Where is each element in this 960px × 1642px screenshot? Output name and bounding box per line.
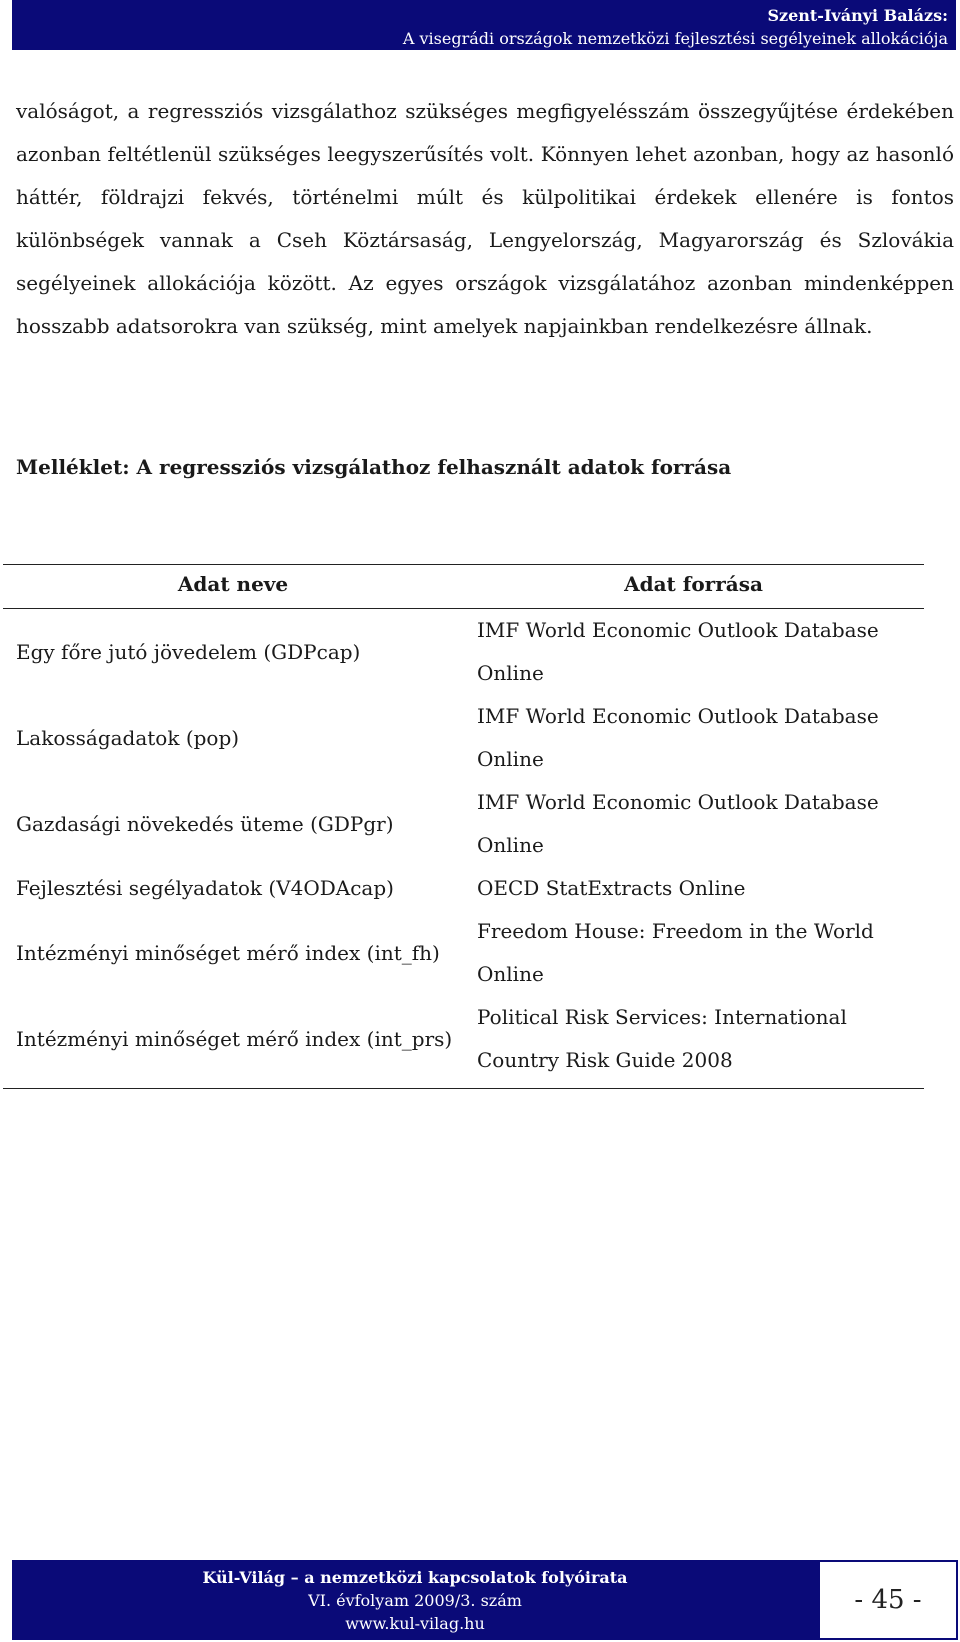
appendix-title: Melléklet: A regressziós vizsgálathoz felhasznált adatok forrása (16, 455, 732, 479)
data-name-cell: Lakosságadatok (pop) (16, 725, 240, 750)
source-line: Online (477, 833, 544, 857)
table-row (3, 695, 924, 781)
data-source-cell (463, 996, 924, 1089)
table-header-row (3, 565, 924, 609)
table-body (3, 609, 924, 1089)
source-line: Online (477, 962, 544, 986)
source-line: Freedom House: Freedom in the World (477, 919, 874, 943)
footer-journal-name: Kül-Világ – a nemzetközi kapcsolatok folyóirata (202, 1568, 628, 1587)
source-line: OECD StatExtracts Online (477, 876, 746, 900)
data-name-cell: Fejlesztési segélyadatok (V4ODAcap) (16, 876, 394, 900)
data-name-cell: Intézményi minőséget mérő index (int_fh) (16, 940, 440, 965)
column-header-data-name: Adat neve (3, 565, 463, 609)
table-row (3, 910, 924, 996)
body-paragraph: valóságot, a regressziós vizsgálathoz szükséges megfigyelésszám összegyűjtése érdekében azonban feltétlenül szükséges leegyszerűsítés volt. Könnyen lehet azonban, hogy az hasonló háttér, földrajzi fekvés, történelmi múlt és külpolitikai érdekek ellenére is fontos különbségek vannak a Cseh Köztársaság, Lengyelország, Magyarország és Szlovákia segélyeinek allokációja között. Az egyes országok vizsgálatához azonban mindenképpen hosszabb adatsorokra van szükség, mint amelyek napjainkban rendelkezésre állnak. (16, 99, 954, 338)
data-source-cell (463, 867, 924, 910)
page-number-box (818, 1560, 958, 1640)
source-line: Country Risk Guide 2008 (477, 1048, 733, 1072)
table-row (3, 996, 924, 1089)
data-name-cell: Egy főre jutó jövedelem (GDPcap) (16, 639, 361, 664)
page-number: - 45 - (854, 1585, 922, 1615)
column-header-data-source: Adat forrása (463, 565, 924, 609)
source-line: IMF World Economic Outlook Database (477, 790, 879, 814)
table-row (3, 867, 924, 910)
data-source-cell (463, 910, 924, 996)
header-author: Szent-Iványi Balázs: (767, 6, 948, 25)
header-article-title: A visegrádi országok nemzetközi fejlesztési segélyeinek allokációja (402, 29, 948, 48)
footer-volume: VI. évfolyam 2009/3. szám (308, 1591, 522, 1610)
table-row (3, 781, 924, 867)
data-source-table (3, 564, 924, 1089)
data-source-cell (463, 781, 924, 867)
footer-url: www.kul-vilag.hu (345, 1614, 485, 1633)
source-line: IMF World Economic Outlook Database (477, 704, 879, 728)
data-name-cell: Intézményi minőséget mérő index (int_prs) (3, 996, 463, 1089)
source-line: IMF World Economic Outlook Database (477, 618, 879, 642)
data-source-cell (463, 695, 924, 781)
table-row (3, 609, 924, 696)
data-source-cell (463, 609, 924, 696)
data-name-cell: Gazdasági növekedés üteme (GDPgr) (16, 811, 394, 836)
page-footer (12, 1560, 818, 1640)
source-line: Online (477, 661, 544, 685)
source-line: Political Risk Services: International (477, 1005, 847, 1029)
source-line: Online (477, 747, 544, 771)
page-header (12, 0, 956, 50)
